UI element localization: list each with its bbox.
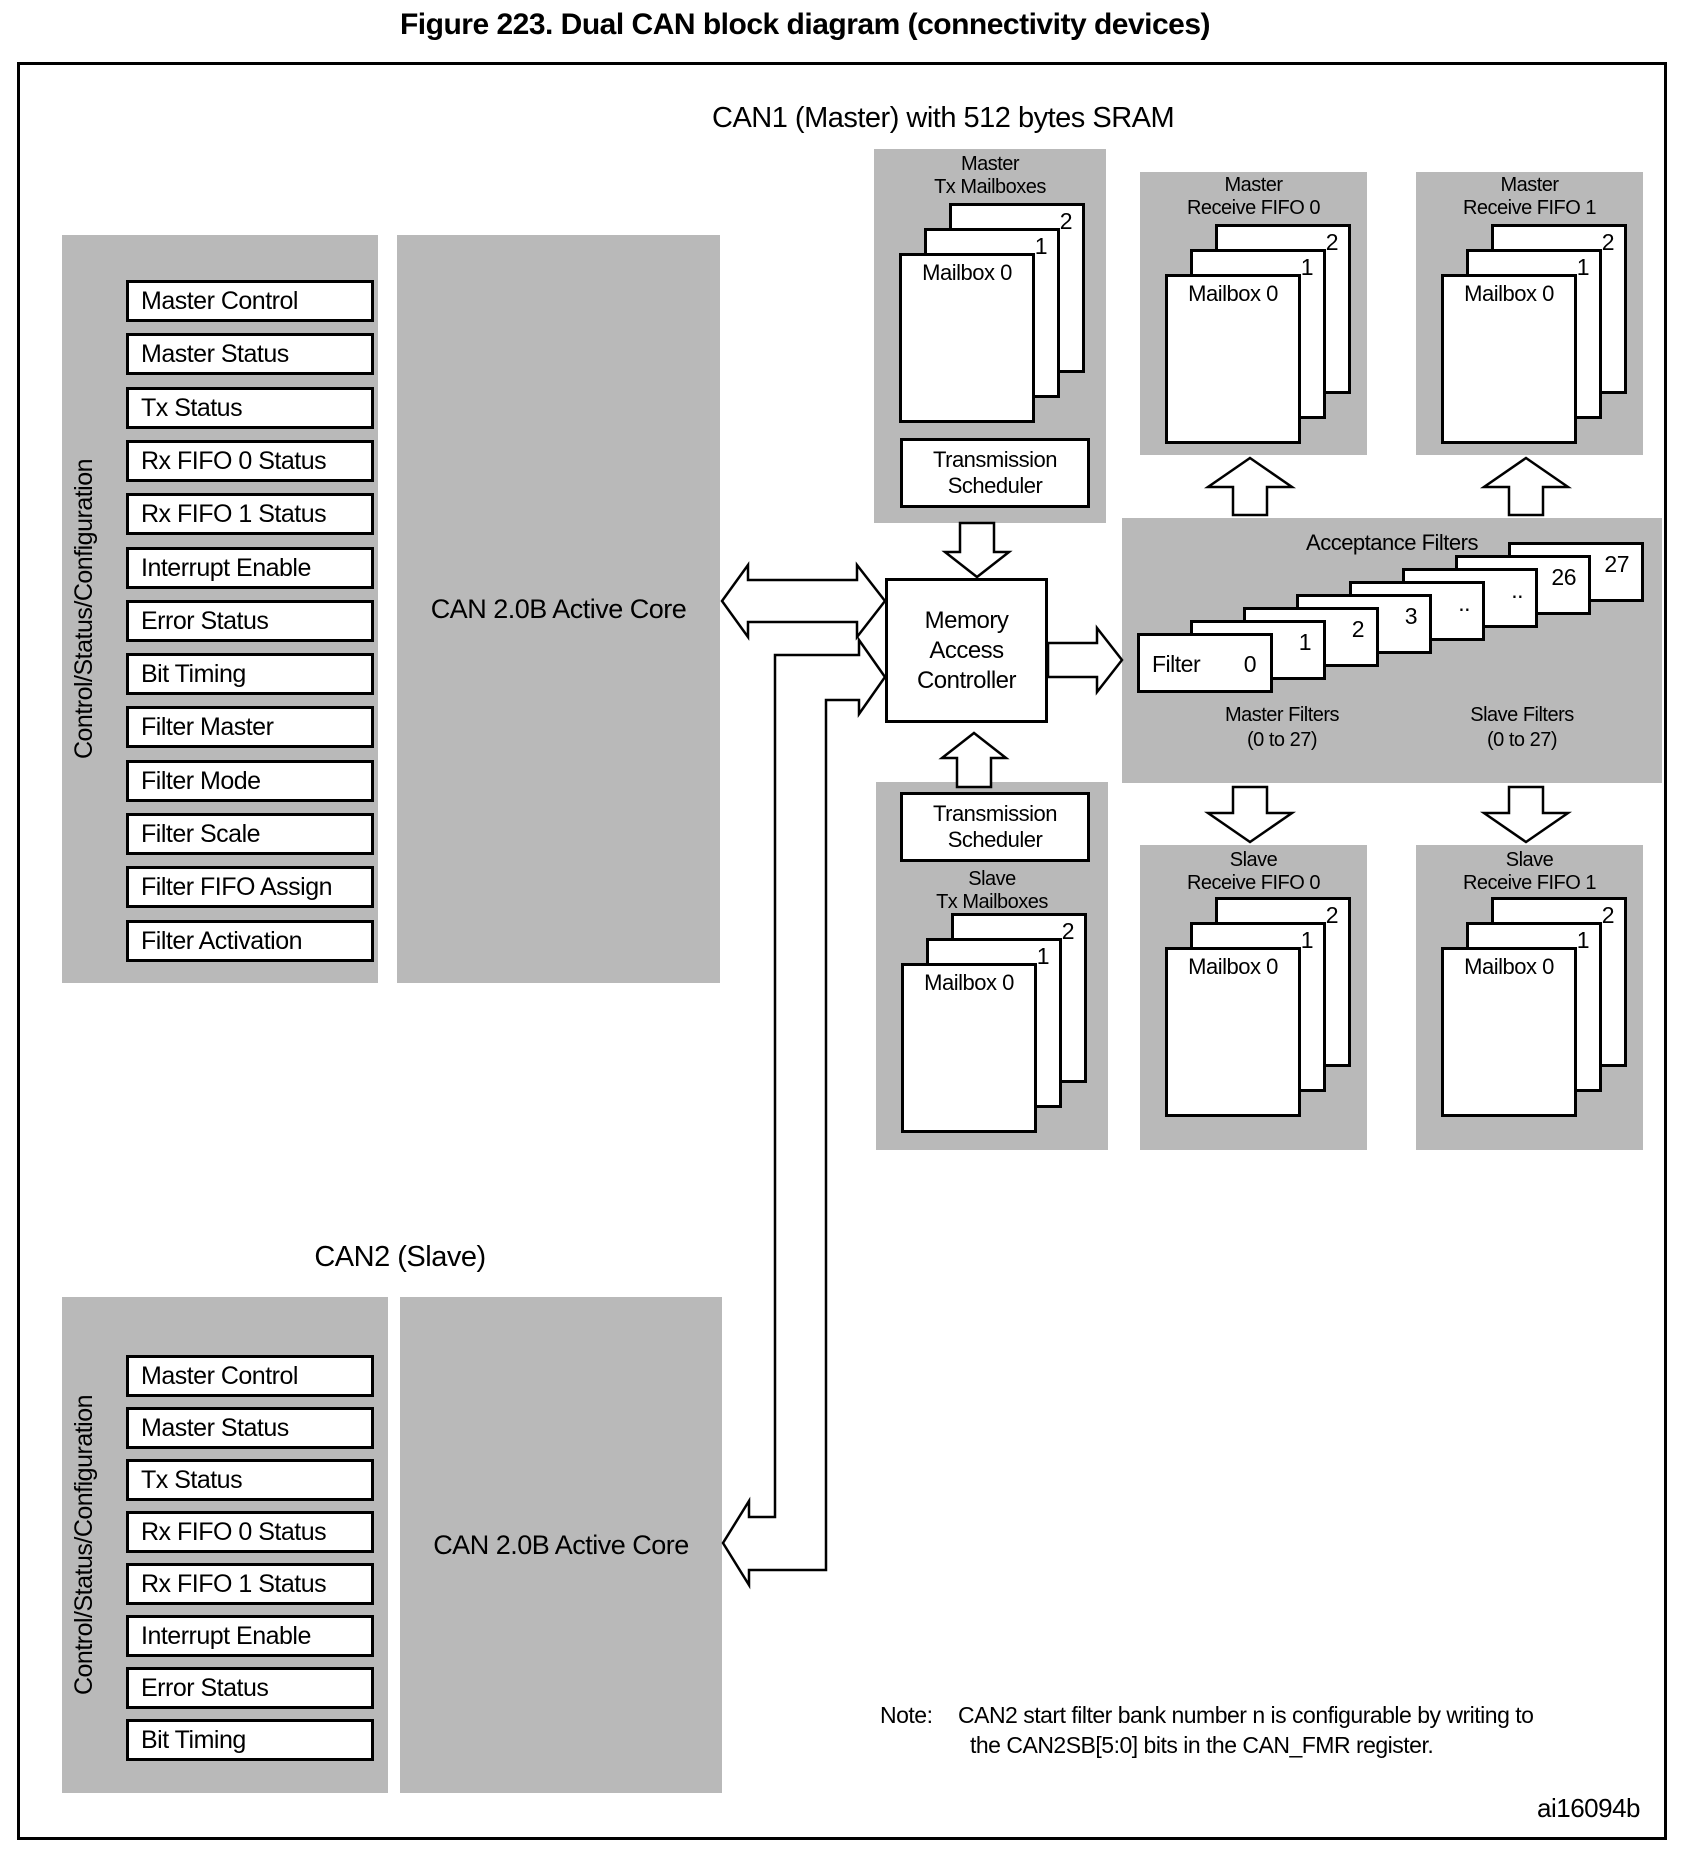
slave-fifo1-mailbox-stack [1416,845,1643,1150]
register-box-master-control: Master Control [126,1355,374,1397]
mac-line3: Controller [916,666,1017,694]
register-box-interrupt-enable: Interrupt Enable [126,547,374,589]
master-transmission-scheduler-box [900,438,1090,508]
slave-filters-line1: Slave Filters [1470,704,1574,726]
mailbox-number: 2 [1601,902,1614,928]
mailbox-card-0 [1165,947,1301,1117]
mailbox-front-label: Mailbox 0 [1464,281,1554,306]
mailbox-number: 1 [1036,943,1049,969]
register-box-rx-fifo-0-status: Rx FIFO 0 Status [126,1511,374,1553]
can2-active-core-panel [400,1297,722,1793]
figure-reference-code: ai16094b [1537,1793,1640,1823]
panel-title-line2: Receive FIFO 0 [1186,872,1321,894]
master-receive-fifo1-panel [1416,172,1643,455]
slave-filters-label [1422,703,1622,753]
mailbox-card-0 [899,253,1035,423]
can2-core-label: CAN 2.0B Active Core [433,1529,689,1560]
scheduler-line1: Transmission [933,447,1057,472]
filter-card-number: .. [1511,577,1523,603]
register-box-rx-fifo-1-status: Rx FIFO 1 Status [126,493,374,535]
register-box-tx-status: Tx Status [126,387,374,429]
mailbox-number: 1 [1576,927,1589,953]
panel-title-line1: Master [960,153,1020,175]
note-line2: the CAN2SB[5:0] bits in the CAN_FMR register. [970,1732,1434,1758]
scheduler-line2: Scheduler [947,473,1043,498]
register-box-master-status: Master Status [126,1407,374,1449]
register-box-filter-mode: Filter Mode [126,760,374,802]
scheduler-line1: Transmission [933,801,1057,826]
register-box-filter-master: Filter Master [126,706,374,748]
panel-title-line2: Tx Mailboxes [934,176,1046,198]
mailbox-front-label: Mailbox 0 [1464,954,1554,979]
can1-core-label: CAN 2.0B Active Core [430,593,687,624]
register-box-master-control: Master Control [126,280,374,322]
mailbox-number: 2 [1325,902,1338,928]
can1-active-core-panel [397,235,720,983]
filter-front-label: Filter [1152,651,1201,677]
mac-line2: Access [929,636,1004,664]
filter-card-number: 26 [1551,564,1576,590]
mac-line1: Memory [924,606,1009,634]
slave-receive-fifo1-panel [1416,845,1643,1150]
filter-card-number: 2 [1351,616,1364,642]
memory-access-controller-box [885,578,1048,723]
master-fifo1-mailbox-stack [1416,172,1643,455]
mailbox-card-0 [1441,947,1577,1117]
register-box-master-status: Master Status [126,333,374,375]
register-box-rx-fifo-1-status: Rx FIFO 1 Status [126,1563,374,1605]
register-box-filter-activation: Filter Activation [126,920,374,962]
note-body [958,1700,1533,1760]
mailbox-front-label: Mailbox 0 [922,260,1012,285]
panel-title-line1: Master [1500,174,1559,196]
mailbox-card-0 [901,963,1037,1133]
panel-title-line1: Master [1224,174,1283,196]
mailbox-number: 1 [1300,254,1313,280]
acceptance-filters-title: Acceptance Filters [1306,530,1478,555]
figure-title: Figure 223. Dual CAN block diagram (connectivity devices) [399,8,1211,41]
mailbox-front-label: Mailbox 0 [924,970,1014,995]
mailbox-number: 2 [1061,918,1074,944]
filter-card-number: .. [1458,590,1470,616]
master-filters-label [1182,703,1382,753]
filter-card-number: 27 [1604,551,1629,577]
mailbox-number: 1 [1576,254,1589,280]
can1-csc-rotated-label: Control/Status/Configuration [70,458,98,760]
master-receive-fifo0-panel [1140,172,1367,455]
can1-control-status-config-panel [62,235,378,983]
note-line1: CAN2 start filter bank number n is configurable by writing to [958,1702,1534,1728]
mailbox-number: 2 [1325,229,1338,255]
panel-title-line2: Receive FIFO 0 [1186,197,1321,219]
mailbox-number: 2 [1059,208,1072,234]
register-box-rx-fifo-0-status: Rx FIFO 0 Status [126,440,374,482]
filter-card-number: 1 [1298,629,1311,655]
panel-title-line1: Slave [1505,849,1554,871]
slave-receive-fifo0-panel [1140,845,1367,1150]
master-fifo0-mailbox-stack [1140,172,1367,455]
filter-card-number: 3 [1404,603,1417,629]
mailbox-number: 1 [1034,233,1047,259]
filter-card-0 [1137,633,1273,693]
master-filters-line1: Master Filters [1224,704,1340,726]
note-label: Note: [880,1702,933,1728]
register-box-error-status: Error Status [126,600,374,642]
can2-section-title: CAN2 (Slave) [314,1241,486,1273]
filter-card-number: 0 [1243,651,1256,677]
slave-tx-mailbox-stack [876,782,1108,1150]
mailbox-front-label: Mailbox 0 [1188,281,1278,306]
mailbox-number: 1 [1300,927,1313,953]
register-box-filter-scale: Filter Scale [126,813,374,855]
register-box-error-status: Error Status [126,1667,374,1709]
mailbox-card-0 [1165,274,1301,444]
panel-title-line2: Tx Mailboxes [936,891,1048,913]
slave-filters-line2: (0 to 27) [1487,729,1557,751]
acceptance-filters-panel [1122,518,1662,783]
figure-note [880,1700,1533,1760]
panel-title-line2: Receive FIFO 1 [1462,872,1597,894]
slave-fifo0-mailbox-stack [1140,845,1367,1150]
scheduler-line2: Scheduler [947,827,1043,852]
register-box-tx-status: Tx Status [126,1459,374,1501]
mailbox-number: 2 [1601,229,1614,255]
panel-title-line1: Slave [1229,849,1278,871]
mailbox-front-label: Mailbox 0 [1188,954,1278,979]
can1-section-title: CAN1 (Master) with 512 bytes SRAM [712,102,1175,134]
register-box-bit-timing: Bit Timing [126,653,374,695]
slave-tx-mailboxes-panel [876,782,1108,1150]
register-box-bit-timing: Bit Timing [126,1719,374,1761]
master-tx-mailboxes-panel [874,149,1106,523]
can2-csc-rotated-label: Control/Status/Configuration [70,1394,98,1696]
panel-title-line1: Slave [968,868,1016,890]
can2-control-status-config-panel [62,1297,388,1793]
mailbox-card-0 [1441,274,1577,444]
register-box-filter-fifo-assign: Filter FIFO Assign [126,866,374,908]
master-filters-line2: (0 to 27) [1247,729,1317,751]
panel-title-line2: Receive FIFO 1 [1462,197,1597,219]
register-box-interrupt-enable: Interrupt Enable [126,1615,374,1657]
